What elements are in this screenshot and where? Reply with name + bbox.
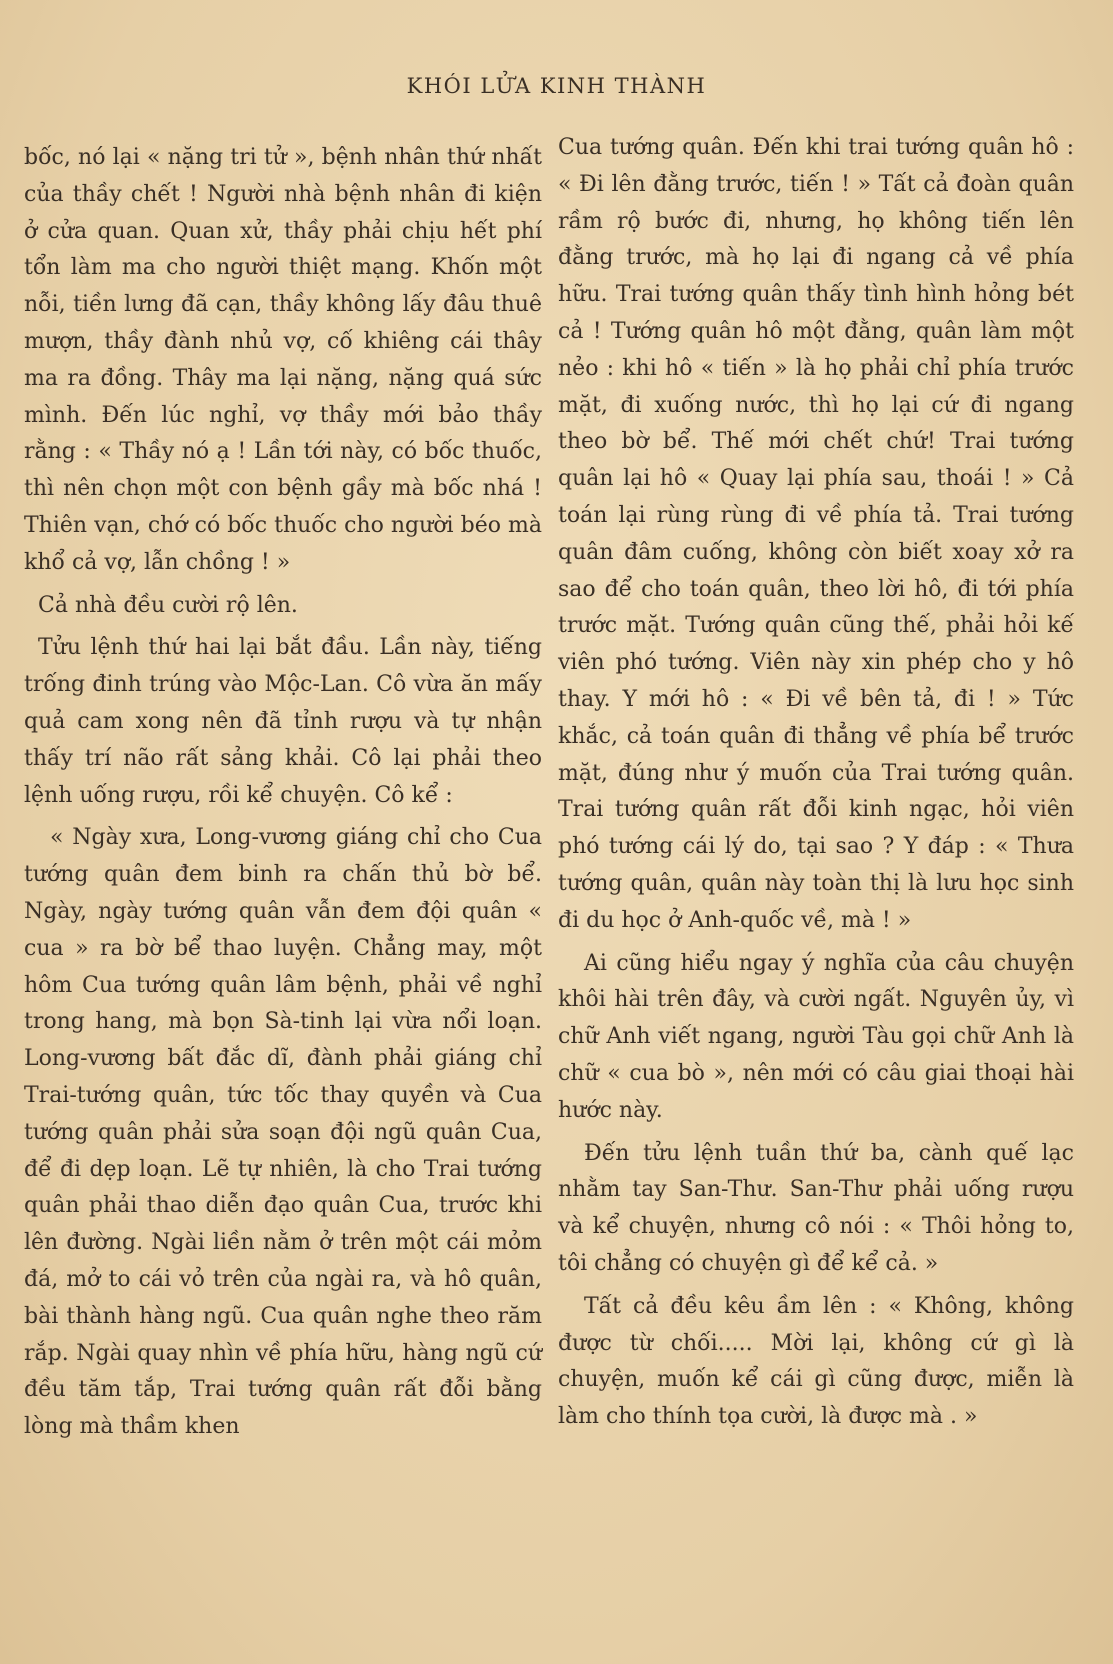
paragraph: « Ngày xưa, Long-vương giáng chỉ cho Cua tướng quân đem binh ra chấn thủ bờ bể. Ngày, ngày tướng quân vẫn đem đội quân « cua » ra bờ bể thao luyện. Chẳng may, một hôm Cua tướng quân lâm bệnh, phải về nghỉ trong hang, mà bọn Sà-tinh lại vừa nổi loạn. Long-vương bất đắc dĩ, đành phải giáng chỉ Trai-tướng quân, tức tốc thay quyền và Cua tướng quân phải sửa soạn đội ngũ quân Cua, để đi dẹp loạn. Lẽ tự nhiên, là cho Trai tướng quân phải thao diễn đạo quân Cua, trước khi lên đường. Ngài liền nằm ở trên một cái mỏm đá, mở to cái vỏ trên của ngài ra, và hô quân, bài thành hàng ngũ. Cua quân nghe theo răm rắp. Ngài quay nhìn về phía hữu, hàng ngũ cứ đều tăm tắp, Trai tướng quân rất đỗi bằng lòng mà thầm khen (24, 825, 542, 1440)
paragraph: Cả nhà đều cười rộ lên. (38, 592, 298, 618)
paragraph: Đến tửu lệnh tuần thứ ba, cành quế lạc nhằm tay San-Thư. San-Thư phải uống rượu và kể chuyện, nhưng cô nói : « Thôi hỏng to, tôi chẳng có chuyện gì để kể cả. » (558, 1140, 1074, 1276)
paragraph: Ai cũng hiểu ngay ý nghĩa của câu chuyện khôi hài trên đây, và cười ngất. Nguyên ủy, vì chữ Anh viết ngang, người Tàu gọi chữ Anh là chữ « cua bò », nên mới có câu giai thoại hài hước này. (558, 950, 1074, 1123)
paragraph: Cua tướng quân. Đến khi trai tướng quân hô : « Đi lên đằng trước, tiến ! » Tất cả đoàn quân rầm rộ bước đi, nhưng, họ không tiến lên đằng trước, mà họ lại đi ngang cả về phía hữu. Trai tướng quân thấy tình hình hỏng bét cả ! Tướng quân hô một đằng, quân làm một nẻo : khi hô « tiến » là họ phải chỉ phía trước mặt, đi xuống nước, thì họ lại cứ đi ngang theo bờ bể. Thế mới chết chứ! Trai tướng quân lại hô « Quay lại phía sau, thoái ! » Cả toán lại rùng rùng đi về phía tả. Trai tướng quân đâm cuống, không còn biết xoay xở ra sao để cho toán quân, theo lời hô, đi tới phía trước mặt. Tướng quân cũng thế, phải hỏi kế viên phó tướng. Viên này xin phép cho y hô thay. Y mới hô : « Đi về bên tả, đi ! » Tức khắc, cả toán quân đi thẳng về phía bể trước mặt, đúng như ý muốn của Trai tướng quân. Trai tướng quân rất đỗi kinh ngạc, hỏi viên phó tướng cái lý do, tại sao ? Y đáp : « Thưa tướng quân, quân này toàn thị là lưu học sinh đi du học ở Anh-quốc về, mà ! » (558, 135, 1074, 933)
paragraph: bốc, nó lại « nặng tri tử », bệnh nhân thứ nhất của thầy chết ! Người nhà bệnh nhân đi kiện ở cửa quan. Quan xử, thầy phải chịu hết phí tổn làm ma cho người thiệt mạng. Khốn một nỗi, tiền lưng đã cạn, thầy không lấy đâu thuê mượn, thầy đành nhủ vợ, cố khiêng cái thây ma ra đồng. Thây ma lại nặng, nặng quá sức mình. Đến lúc nghỉ, vợ thầy mới bảo thầy rằng : « Thầy nó ạ ! Lần tới này, có bốc thuốc, thì nên chọn một con bệnh gầy mà bốc nhá ! Thiên vạn, chớ có bốc thuốc cho người béo mà khổ cả vợ, lẫn chồng ! » (24, 145, 542, 575)
paragraph: Tửu lệnh thứ hai lại bắt đầu. Lần này, tiếng trống đinh trúng vào Mộc-Lan. Cô vừa ăn mấy quả cam xong nên đã tỉnh rượu và tự nhận thấy trí não rất sảng khải. Cô lại phải theo lệnh uống rượu, rồi kể chuyện. Cô kể : (24, 635, 542, 808)
running-header: KHÓI LỬA KINH THÀNH (406, 74, 707, 98)
right-column (558, 130, 1074, 1436)
paragraph: Tất cả đều kêu ầm lên : « Không, không được từ chối..... Mời lại, không cứ gì là chuyện, muốn kể cái gì cũng được, miễn là làm cho thính tọa cười, là được mà . » (558, 1293, 1074, 1430)
left-column (24, 140, 542, 1446)
